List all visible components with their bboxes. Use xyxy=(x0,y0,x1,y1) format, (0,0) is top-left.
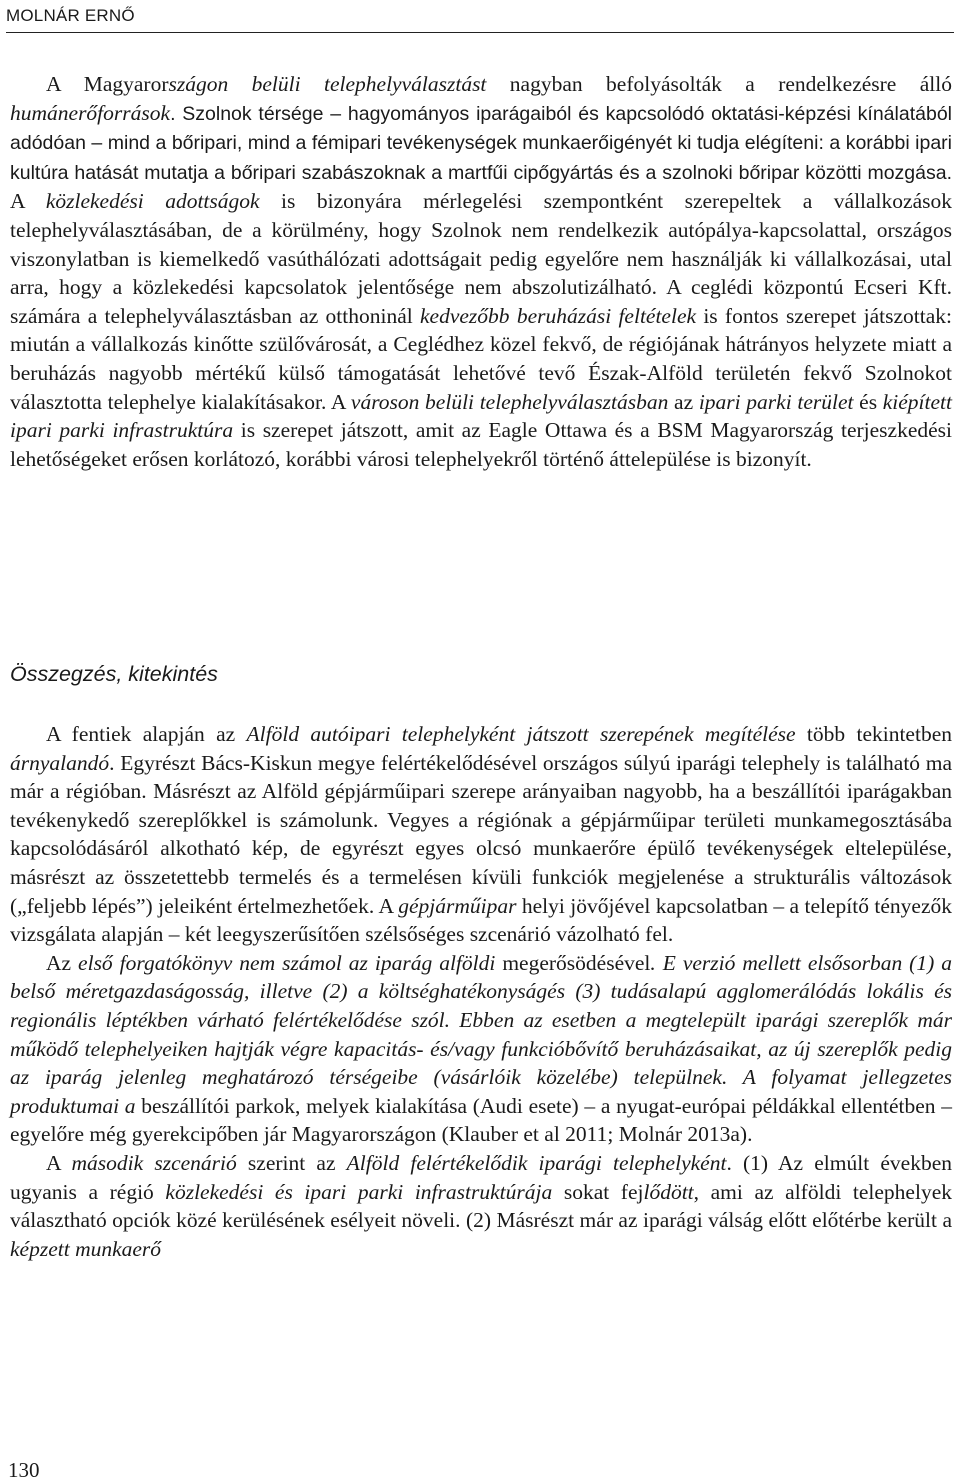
paragraph-osszegzes: A fentiek alapján az Alföld autóipari telephelyként játszott szerepének megítélése több tekintetben árnyalandó. Egyrészt Bács-Kiskun megye felértékelődésével országos súlyú iparági telephely is található ma már a régióban. Másrészt az Alföld gépjárműipari szerepe arányaiban nagyobb, ha a beszállítói iparágakban tevékenykedő szereplőkkel is számolunk. Vegyes a régiónak a gépjárműipar területi munkamegosztásába kapcsolódásáról alkotható kép, de egyrészt egyes olcsó munkaerőre épülő tevékenységek eltelepülése, másrészt az összetettebb termelés és a termelésen kívüli funkciók megjelenése a strukturális változások („feljebb lépés”) jeleiként értelmezhetőek. A gépjárműipar helyi jövőjével kapcsolatban – a telepítő tényezők vizsgálata alapján – két leegyszerűsítően szélsőséges szcenárió vázolható fel. xyxy=(10,722,952,947)
running-head: MOLNÁR ERNŐ xyxy=(6,6,135,25)
page-number: 130 xyxy=(8,1458,40,1482)
header-rule xyxy=(6,32,954,33)
body-text-bottom xyxy=(10,720,952,1263)
paragraph-telephelyvalasztas: A Magyarországon belüli telephelyválasztást nagyban befolyásolták a rendelkezésre álló humánerőforrások. Szolnok térsége – hagyományos iparágaiból és kapcsolódó oktatási-képzési kínálatából adódóan – mind a bőripari, mind a fémipari tevékenységek munkaerőigényét ki tudja elégíteni: a korábbi ipari kultúra hatását mutatja a bőripari szabászoknak a martfűi cipőgyártás és a szolnoki bőripar közötti mozgása. A közlekedési adottságok is bizonyára mérlegelési szempontként szerepeltek a vállalkozások telephelyválasztásában, de a körülmény, hogy Szolnok nem rendelkezik autópálya-kapcsolattal, országos viszonylatban is kiemelkedő vasúthálózati adottságait pedig egyelőre nem használják ki vállalkozásai, utal arra, hogy a közlekedési kapcsolatok jelentősége nem abszolutizálható. A ceglédi központú Ecseri Kft. számára a telephelyválasztásban az otthoninál kedvezőbb beruházási feltételek is fontos szerepet játszottak: miután a vállalkozás kinőtte szülővárosát, a Ceglédhez közel fekvő, de régiójának hátrányos helyzete miatt a beruházás nagyobb mértékű külső támogatását lehetővé tevő Észak-Alföld területén fekvő Szolnokot választotta telephelye kialakításakor. A városon belüli telephelyválasztásban az ipari parki terület és kiépített ipari parki infrastruktúra is szerepet játszott, amit az Eagle Ottawa és a BSM Magyarország terjeszkedési lehetőségeket erősen korlátozó, korábbi városi telephelyekről történő áttelepülése is bizonyít. xyxy=(10,72,952,471)
paragraph-masodik-szcenario: A második szcenárió szerint az Alföld felértékelődik iparági telephelyként. (1) Az elmúlt években ugyanis a régió közlekedési és ipari parki infrastruktúrája sokat fejlődött, ami az alföldi telephelyek választható opciók közé kerülésének esélyeit növeli. (2) Másrészt már az iparági válság előtt előtérbe került a képzett munkaerő xyxy=(10,1150,952,1261)
paragraph-elso-forgatokonyv: Az első forgatókönyv nem számol az iparág alföldi megerősödésével. E verzió mellett elsősorban (1) a belső méretgazdaságosság, illetve (2) a költséghatékonyságés (3) tudásalapú agglomerálódás lokális és regionális léptékben várható felértékelődése szól. Ebben az esetben a megtelepült iparági szereplők már működő telephelyeiken hajtják végre kapacitás- és/vagy funkcióbővítő beruházásaikat, az új szereplők pedig az iparág jelenleg meghatározó térségeibe (vásárlóik közelébe) települnek. A folyamat jellegzetes produktumai a beszállítói parkok, melyek kialakítása (Audi esete) – a nyugat-európai példákkal ellentétben – egyelőre még gyerekcipőben jár Magyarországon (Klauber et al 2011; Molnár 2013a). xyxy=(10,950,953,1147)
section-heading: Összegzés, kitekintés xyxy=(10,662,218,686)
body-text-top xyxy=(10,70,952,473)
